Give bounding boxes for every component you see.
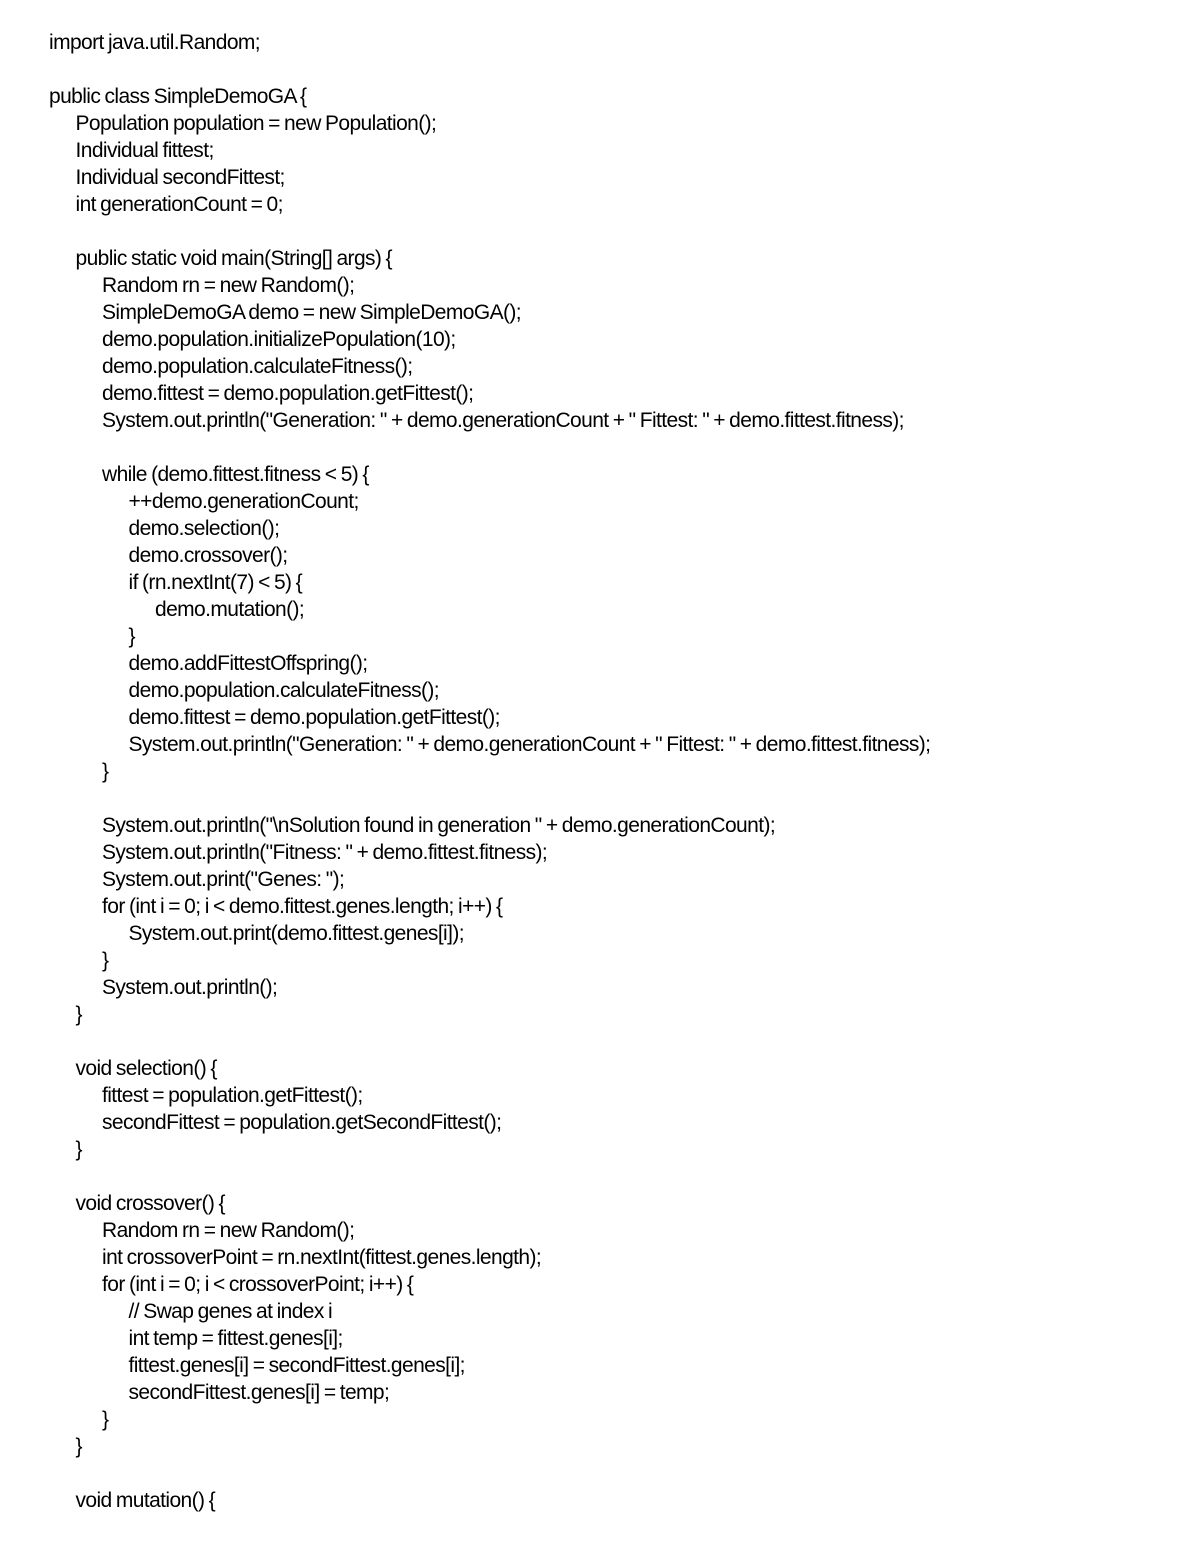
code-line: int generationCount = 0; [75,193,283,216]
code-line: } [128,625,135,648]
code-line: int temp = fittest.genes[i]; [128,1327,343,1350]
code-line [49,1163,1189,1190]
code-line: // Swap genes at index i [128,1300,333,1323]
code-line: Random rn = new Random(); [102,274,355,297]
code-line: Individual secondFittest; [75,166,285,189]
code-line: } [75,1435,82,1458]
code-line [49,1028,1189,1055]
code-document [49,29,1189,1514]
code-line: } [75,1138,82,1161]
code-line: } [102,949,109,972]
code-line: SimpleDemoGA demo = new SimpleDemoGA(); [102,301,522,324]
code-line: demo.fittest = demo.population.getFittest(); [102,382,474,405]
code-line: demo.population.calculateFitness(); [102,355,413,378]
code-line [49,56,1189,83]
code-line: System.out.println("\nSolution found in generation " + demo.generationCount); [102,814,776,837]
code-line: demo.population.initializePopulation(10); [102,328,456,351]
code-line: demo.fittest = demo.population.getFittest(); [128,706,500,729]
code-line: int crossoverPoint = rn.nextInt(fittest.genes.length); [102,1246,542,1269]
code-line: System.out.println(); [102,976,278,999]
code-line: import java.util.Random; [49,31,261,54]
code-line: Population population = new Population(); [75,112,437,135]
code-line: void crossover() { [75,1192,225,1215]
code-line: System.out.println("Generation: " + demo.generationCount + " Fittest: " + demo.fittest.fitness); [128,733,931,756]
code-line: } [75,1003,82,1026]
code-line: secondFittest = population.getSecondFittest(); [102,1111,502,1134]
code-line: System.out.println("Fitness: " + demo.fittest.fitness); [102,841,548,864]
code-line: Individual fittest; [75,139,214,162]
code-line: fittest = population.getFittest(); [102,1084,363,1107]
code-line: } [102,1408,109,1431]
code-line: demo.population.calculateFitness(); [128,679,440,702]
code-line: System.out.println("Generation: " + demo.generationCount + " Fittest: " + demo.fittest.fitness); [102,409,904,432]
code-line: System.out.print("Genes: "); [102,868,345,891]
code-line: demo.crossover(); [128,544,288,567]
code-line: ++demo.generationCount; [128,490,359,513]
code-line: demo.mutation(); [155,598,305,621]
code-line: while (demo.fittest.fitness < 5) { [102,463,369,486]
code-line: void mutation() { [75,1489,216,1512]
code-line: for (int i = 0; i < crossoverPoint; i++) { [102,1273,414,1296]
code-line [49,218,1189,245]
code-line: if (rn.nextInt(7) < 5) { [128,571,303,594]
code-line: } [102,760,109,783]
code-line: secondFittest.genes[i] = temp; [128,1381,390,1404]
code-line: public static void main(String[] args) { [75,247,392,270]
code-line [49,785,1189,812]
code-line: Random rn = new Random(); [102,1219,355,1242]
code-line: System.out.print(demo.fittest.genes[i]); [128,922,464,945]
code-line [49,434,1189,461]
code-line: demo.selection(); [128,517,280,540]
code-line: demo.addFittestOffspring(); [128,652,368,675]
code-line: for (int i = 0; i < demo.fittest.genes.length; i++) { [102,895,503,918]
code-line: fittest.genes[i] = secondFittest.genes[i]; [128,1354,465,1377]
code-line [49,1460,1189,1487]
code-line: public class SimpleDemoGA { [49,85,307,108]
code-line: void selection() { [75,1057,217,1080]
